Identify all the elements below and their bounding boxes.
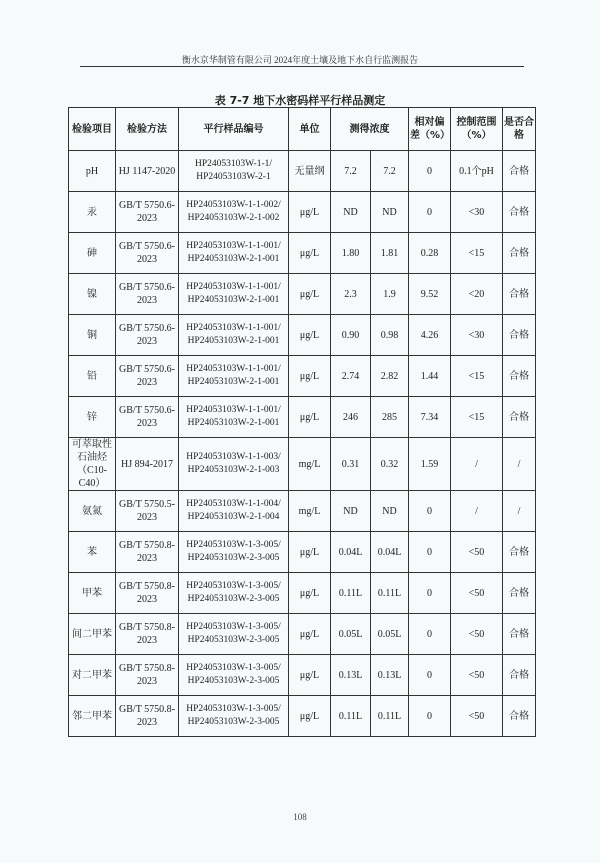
- table-row: [69, 573, 536, 614]
- cell-concentration-1: 246: [331, 397, 371, 438]
- cell-concentration-2: 7.2: [371, 151, 409, 192]
- cell-method: GB/T 5750.5-2023: [116, 491, 179, 532]
- cell-concentration-2: 285: [371, 397, 409, 438]
- cell-concentration-1: ND: [331, 491, 371, 532]
- cell-concentration-1: 0.11L: [331, 573, 371, 614]
- cell-concentration-1: 0.04L: [331, 532, 371, 573]
- col-header-result: 是否合格: [503, 108, 536, 151]
- col-header-rel-dev: 相对偏差（%）: [409, 108, 451, 151]
- table-row: [69, 233, 536, 274]
- cell-concentration-2: ND: [371, 491, 409, 532]
- cell-method: GB/T 5750.6-2023: [116, 315, 179, 356]
- table-header-row: [69, 108, 536, 151]
- cell-item: 氨氮: [69, 491, 116, 532]
- cell-result: 合格: [503, 614, 536, 655]
- col-header-method: 检验方法: [116, 108, 179, 151]
- cell-item: 铅: [69, 356, 116, 397]
- table-row: [69, 356, 536, 397]
- cell-unit: μg/L: [289, 356, 331, 397]
- table-row: [69, 696, 536, 737]
- cell-sample-ids: HP24053103W-1-1-002/ HP24053103W-2-1-002: [179, 192, 289, 233]
- cell-control-range: 0.1个pH: [451, 151, 503, 192]
- header-rule: [80, 66, 524, 67]
- cell-relative-deviation: 0: [409, 655, 451, 696]
- col-header-concentration: 测得浓度: [331, 108, 409, 151]
- cell-result: 合格: [503, 315, 536, 356]
- table-row: [69, 438, 536, 491]
- parallel-sample-table: [68, 107, 536, 737]
- cell-item: 对二甲苯: [69, 655, 116, 696]
- cell-control-range: <50: [451, 614, 503, 655]
- cell-item: 砷: [69, 233, 116, 274]
- cell-result: 合格: [503, 532, 536, 573]
- cell-method: GB/T 5750.8-2023: [116, 573, 179, 614]
- cell-sample-ids: HP24053103W-1-1-001/ HP24053103W-2-1-001: [179, 356, 289, 397]
- cell-relative-deviation: 0: [409, 532, 451, 573]
- cell-unit: μg/L: [289, 655, 331, 696]
- cell-control-range: <20: [451, 274, 503, 315]
- cell-relative-deviation: 0: [409, 696, 451, 737]
- cell-sample-ids: HP24053103W-1-1-001/ HP24053103W-2-1-001: [179, 397, 289, 438]
- cell-control-range: <15: [451, 233, 503, 274]
- cell-concentration-2: 0.32: [371, 438, 409, 491]
- cell-unit: μg/L: [289, 614, 331, 655]
- cell-sample-ids: HP24053103W-1-3-005/ HP24053103W-2-3-005: [179, 532, 289, 573]
- cell-relative-deviation: 0: [409, 192, 451, 233]
- cell-sample-ids: HP24053103W-1-1-001/ HP24053103W-2-1-001: [179, 274, 289, 315]
- cell-unit: mg/L: [289, 491, 331, 532]
- cell-concentration-2: 0.11L: [371, 573, 409, 614]
- cell-unit: μg/L: [289, 696, 331, 737]
- cell-relative-deviation: 9.52: [409, 274, 451, 315]
- cell-result: 合格: [503, 356, 536, 397]
- cell-sample-ids: HP24053103W-1-3-005/ HP24053103W-2-3-005: [179, 573, 289, 614]
- cell-result: /: [503, 438, 536, 491]
- col-header-sample-ids: 平行样品编号: [179, 108, 289, 151]
- cell-result: 合格: [503, 573, 536, 614]
- cell-method: HJ 1147-2020: [116, 151, 179, 192]
- cell-concentration-1: 0.13L: [331, 655, 371, 696]
- cell-relative-deviation: 0.28: [409, 233, 451, 274]
- cell-relative-deviation: 0: [409, 491, 451, 532]
- table-row: [69, 151, 536, 192]
- col-header-unit: 单位: [289, 108, 331, 151]
- cell-item: 铜: [69, 315, 116, 356]
- cell-item: 甲苯: [69, 573, 116, 614]
- cell-result: /: [503, 491, 536, 532]
- col-header-range: 控制范围（%）: [451, 108, 503, 151]
- cell-item: 锌: [69, 397, 116, 438]
- cell-control-range: <50: [451, 696, 503, 737]
- cell-concentration-2: 1.81: [371, 233, 409, 274]
- cell-sample-ids: HP24053103W-1-1-001/ HP24053103W-2-1-001: [179, 233, 289, 274]
- cell-concentration-1: 0.31: [331, 438, 371, 491]
- cell-relative-deviation: 0: [409, 614, 451, 655]
- cell-control-range: <50: [451, 655, 503, 696]
- cell-unit: 无量纲: [289, 151, 331, 192]
- cell-item: 苯: [69, 532, 116, 573]
- cell-result: 合格: [503, 397, 536, 438]
- table-row: [69, 315, 536, 356]
- cell-concentration-1: ND: [331, 192, 371, 233]
- cell-sample-ids: HP24053103W-1-3-005/ HP24053103W-2-3-005: [179, 655, 289, 696]
- cell-relative-deviation: 0: [409, 151, 451, 192]
- cell-relative-deviation: 1.59: [409, 438, 451, 491]
- cell-concentration-1: 7.2: [331, 151, 371, 192]
- table-caption: 表 7-7 地下水密码样平行样品测定: [214, 94, 386, 107]
- cell-sample-ids: HP24053103W-1-3-005/ HP24053103W-2-3-005: [179, 614, 289, 655]
- cell-result: 合格: [503, 274, 536, 315]
- cell-unit: μg/L: [289, 192, 331, 233]
- cell-unit: μg/L: [289, 233, 331, 274]
- cell-unit: μg/L: [289, 315, 331, 356]
- cell-control-range: <15: [451, 356, 503, 397]
- cell-method: GB/T 5750.8-2023: [116, 532, 179, 573]
- cell-sample-ids: HP24053103W-1-1-003/ HP24053103W-2-1-003: [179, 438, 289, 491]
- cell-unit: μg/L: [289, 532, 331, 573]
- table-row: [69, 655, 536, 696]
- cell-unit: μg/L: [289, 397, 331, 438]
- cell-result: 合格: [503, 151, 536, 192]
- table-row: [69, 614, 536, 655]
- cell-control-range: <50: [451, 532, 503, 573]
- cell-concentration-1: 0.90: [331, 315, 371, 356]
- cell-concentration-2: 2.82: [371, 356, 409, 397]
- cell-relative-deviation: 7.34: [409, 397, 451, 438]
- cell-method: GB/T 5750.6-2023: [116, 397, 179, 438]
- table-row: [69, 491, 536, 532]
- cell-method: GB/T 5750.6-2023: [116, 356, 179, 397]
- cell-item: 间二甲苯: [69, 614, 116, 655]
- cell-control-range: <15: [451, 397, 503, 438]
- cell-method: GB/T 5750.8-2023: [116, 696, 179, 737]
- cell-result: 合格: [503, 696, 536, 737]
- cell-concentration-2: 0.05L: [371, 614, 409, 655]
- table-row: [69, 532, 536, 573]
- cell-concentration-1: 0.05L: [331, 614, 371, 655]
- cell-result: 合格: [503, 192, 536, 233]
- cell-concentration-2: ND: [371, 192, 409, 233]
- cell-item: 汞: [69, 192, 116, 233]
- cell-result: 合格: [503, 655, 536, 696]
- cell-sample-ids: HP24053103W-1-1/ HP24053103W-2-1: [179, 151, 289, 192]
- cell-unit: μg/L: [289, 274, 331, 315]
- cell-sample-ids: HP24053103W-1-3-005/ HP24053103W-2-3-005: [179, 696, 289, 737]
- cell-sample-ids: HP24053103W-1-1-001/ HP24053103W-2-1-001: [179, 315, 289, 356]
- cell-control-range: <50: [451, 573, 503, 614]
- cell-control-range: <30: [451, 192, 503, 233]
- cell-item: 可萃取性石油烃（C10-C40）: [69, 438, 116, 491]
- running-header: 衡水京华制管有限公司 2024年度土壤及地下水自行监测报告: [181, 55, 419, 65]
- cell-concentration-2: 1.9: [371, 274, 409, 315]
- cell-relative-deviation: 1.44: [409, 356, 451, 397]
- table-row: [69, 192, 536, 233]
- cell-method: GB/T 5750.8-2023: [116, 614, 179, 655]
- cell-relative-deviation: 0: [409, 573, 451, 614]
- cell-method: HJ 894-2017: [116, 438, 179, 491]
- cell-unit: μg/L: [289, 573, 331, 614]
- cell-concentration-1: 1.80: [331, 233, 371, 274]
- cell-control-range: <30: [451, 315, 503, 356]
- col-header-item: 检验项目: [69, 108, 116, 151]
- cell-concentration-2: 0.04L: [371, 532, 409, 573]
- page-number: 108: [293, 812, 307, 822]
- cell-method: GB/T 5750.6-2023: [116, 192, 179, 233]
- cell-item: 邻二甲苯: [69, 696, 116, 737]
- table-row: [69, 274, 536, 315]
- cell-item: 镍: [69, 274, 116, 315]
- table-row: [69, 397, 536, 438]
- cell-method: GB/T 5750.6-2023: [116, 233, 179, 274]
- cell-concentration-1: 2.74: [331, 356, 371, 397]
- cell-relative-deviation: 4.26: [409, 315, 451, 356]
- cell-concentration-1: 2.3: [331, 274, 371, 315]
- cell-unit: mg/L: [289, 438, 331, 491]
- cell-method: GB/T 5750.8-2023: [116, 655, 179, 696]
- cell-concentration-2: 0.13L: [371, 655, 409, 696]
- cell-result: 合格: [503, 233, 536, 274]
- cell-concentration-2: 0.11L: [371, 696, 409, 737]
- cell-sample-ids: HP24053103W-1-1-004/ HP24053103W-2-1-004: [179, 491, 289, 532]
- cell-control-range: /: [451, 438, 503, 491]
- cell-method: GB/T 5750.6-2023: [116, 274, 179, 315]
- cell-concentration-2: 0.98: [371, 315, 409, 356]
- cell-control-range: /: [451, 491, 503, 532]
- cell-item: pH: [69, 151, 116, 192]
- cell-concentration-1: 0.11L: [331, 696, 371, 737]
